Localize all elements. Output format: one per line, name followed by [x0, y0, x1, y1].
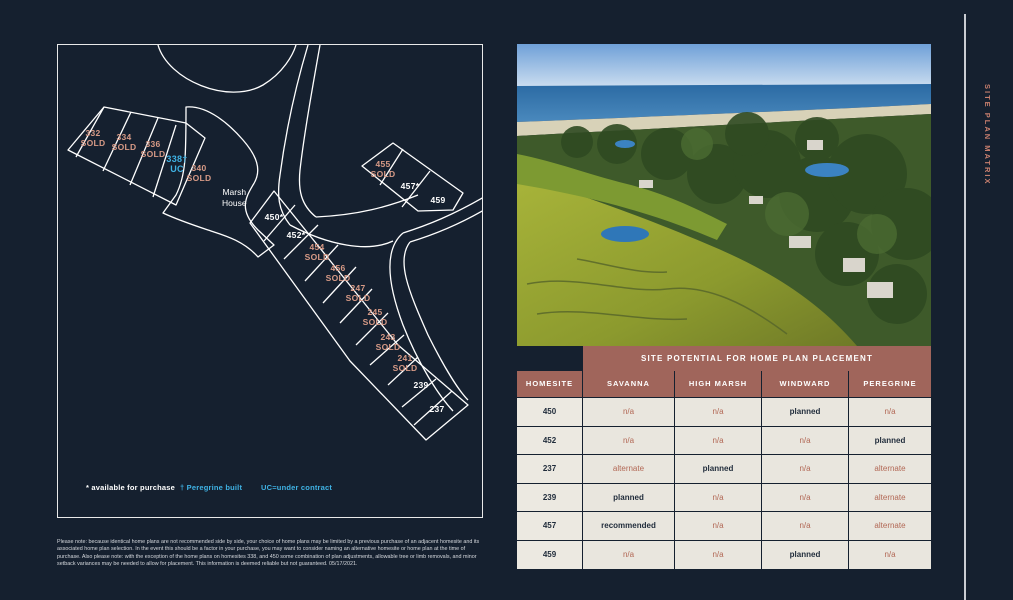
lot-241[interactable]: 241 SOLD [392, 353, 418, 373]
table-row [517, 426, 931, 455]
table-row [517, 483, 931, 512]
lot-338[interactable]: 338† UC [166, 154, 188, 174]
cell: n/a [762, 484, 849, 512]
cell: planned [762, 541, 849, 569]
cell: n/a [849, 398, 931, 426]
table-row [517, 454, 931, 483]
cell: alternate [849, 455, 931, 483]
cell-homesite: 457 [517, 512, 583, 540]
cell: alternate [849, 512, 931, 540]
cell-homesite: 239 [517, 484, 583, 512]
col-high-marsh: HIGH MARSH [675, 371, 762, 397]
legend-peregrine: † Peregrine built [180, 483, 243, 492]
legend-available: * available for purchase [86, 483, 176, 492]
cell: n/a [762, 427, 849, 455]
cell-homesite: 237 [517, 455, 583, 483]
lot-457[interactable]: 457* [400, 181, 420, 191]
cell: n/a [849, 541, 931, 569]
lot-459[interactable]: 459 [430, 195, 446, 205]
cell: planned [849, 427, 931, 455]
cell: n/a [675, 512, 762, 540]
cell: n/a [583, 427, 675, 455]
matrix-header-row [517, 371, 931, 397]
aerial-photo [517, 44, 931, 346]
table-row [517, 540, 931, 569]
matrix-body [517, 397, 931, 569]
cell-homesite: 459 [517, 541, 583, 569]
lot-336[interactable]: 336 SOLD [140, 139, 166, 159]
cell: recommended [583, 512, 675, 540]
matrix-title: SITE POTENTIAL FOR HOME PLAN PLACEMENT [583, 346, 931, 371]
lot-239[interactable]: 239 [413, 380, 429, 390]
site-potential-matrix [517, 346, 931, 569]
cell: alternate [849, 484, 931, 512]
lot-243[interactable]: 243 SOLD [375, 332, 401, 352]
cell-homesite: 450 [517, 398, 583, 426]
legend-under-contract: UC=under contract [261, 483, 333, 492]
cell: n/a [762, 512, 849, 540]
lot-334[interactable]: 334 SOLD [111, 132, 137, 152]
table-row [517, 397, 931, 426]
cell: alternate [583, 455, 675, 483]
lot-452[interactable]: 452* [286, 230, 306, 240]
col-homesite: HOMESITE [517, 371, 583, 397]
lot-454[interactable]: 454 SOLD [304, 242, 330, 262]
cell: n/a [675, 484, 762, 512]
cell: planned [675, 455, 762, 483]
lot-456[interactable]: 456 SOLD [325, 263, 351, 283]
cell: planned [762, 398, 849, 426]
cell: n/a [583, 541, 675, 569]
lot-450[interactable]: 450* [264, 212, 284, 222]
lot-245[interactable]: 245 SOLD [362, 307, 388, 327]
site-map [57, 44, 483, 518]
col-windward: WINDWARD [762, 371, 849, 397]
lot-340[interactable]: 340 SOLD [186, 163, 212, 183]
lot-247[interactable]: 247 SOLD [345, 283, 371, 303]
cell: planned [583, 484, 675, 512]
table-row [517, 511, 931, 540]
cell: n/a [675, 541, 762, 569]
col-peregrine: PEREGRINE [863, 379, 917, 388]
side-title: SITE PLAN MATRIX [983, 84, 992, 186]
lot-455[interactable]: 455 SOLD [370, 159, 396, 179]
cell: n/a [675, 398, 762, 426]
site-map-lines [58, 45, 483, 518]
cell-homesite: 452 [517, 427, 583, 455]
disclaimer-note: Please note: because identical home plans are not recommended side by side, your choice of home plans may be limited by a previous purchase of an adjacent homesite and its associated home plan selection. In the event this should be a factor in your purchase, you may want to consider naming an alternative homesite or home plan at the time of purchase. Also please note: with the exception of the home plans on homesites 338, and 450 some combination of plan adjustments, allowable tree or limb removals, and minor setback variances may be needed to allow for placement. This information is deemed reliable but not guaranteed. 05/17/2021. [57, 539, 480, 568]
cell: n/a [583, 398, 675, 426]
cell: n/a [762, 455, 849, 483]
lot-237[interactable]: 237 [429, 404, 445, 414]
col-savanna: SAVANNA [583, 371, 675, 397]
marsh-house-label: Marsh House [222, 187, 247, 208]
side-divider [964, 14, 966, 600]
cell: n/a [675, 427, 762, 455]
lot-332[interactable]: 332 SOLD [80, 128, 106, 148]
